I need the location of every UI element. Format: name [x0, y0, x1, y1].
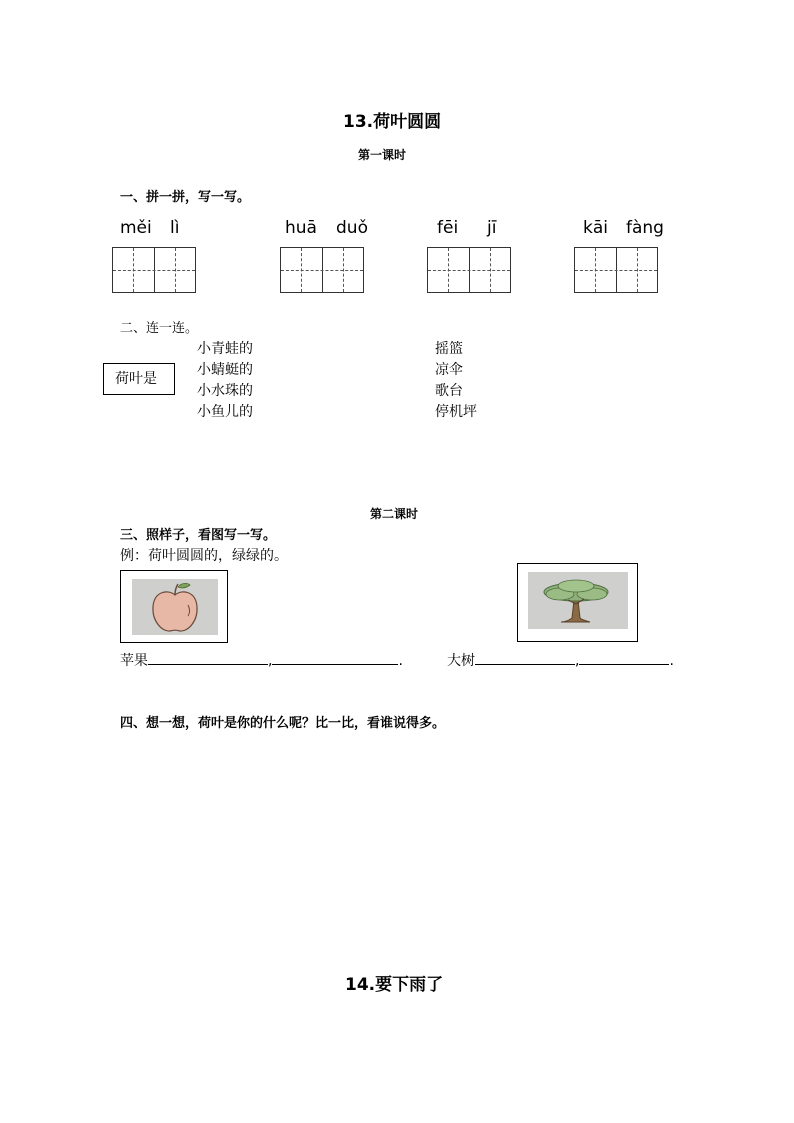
pinyin-4a: kāi	[583, 218, 608, 238]
match-left-3[interactable]: 小水珠的	[197, 383, 253, 399]
apple-blank-2[interactable]	[272, 650, 398, 665]
apple-answer-row	[120, 650, 403, 670]
tree-icon	[528, 572, 628, 629]
match-right-3[interactable]: 歌台	[435, 383, 463, 399]
writing-grid-3[interactable]	[427, 247, 511, 293]
match-right-4[interactable]: 停机坪	[435, 404, 477, 420]
apple-label: 苹果	[120, 653, 148, 669]
tree-picture-frame	[517, 563, 638, 642]
apple-image	[132, 579, 218, 635]
writing-grid-2[interactable]	[280, 247, 364, 293]
question-3-label: 三、照样子，看图写一写。	[120, 528, 277, 543]
match-right-1[interactable]: 摇篮	[435, 341, 463, 357]
tree-blank-2[interactable]	[579, 650, 669, 665]
pinyin-2b: duǒ	[336, 218, 368, 238]
pinyin-2a: huā	[285, 218, 317, 238]
writing-grid-4[interactable]	[574, 247, 658, 293]
question-2-label: 二、连一连。	[120, 321, 199, 336]
tree-image	[528, 572, 628, 629]
lesson-title: 13.荷叶圆圆	[343, 112, 442, 132]
subject-box: 荷叶是	[103, 363, 175, 395]
match-right-2[interactable]: 凉伞	[435, 362, 463, 378]
match-left-4[interactable]: 小鱼儿的	[197, 404, 253, 420]
pinyin-3b: jī	[487, 218, 497, 238]
apple-icon	[132, 579, 218, 635]
tree-blank-1[interactable]	[475, 650, 575, 665]
question-1-label: 一、拼一拼，写一写。	[120, 190, 251, 205]
match-left-1[interactable]: 小青蛙的	[197, 341, 253, 357]
tree-answer-row	[447, 650, 674, 670]
example-sentence: 例：荷叶圆圆的，绿绿的。	[120, 548, 288, 564]
apple-comma: ,	[268, 653, 273, 669]
apple-period: .	[398, 653, 403, 669]
pinyin-3a: fēi	[437, 218, 459, 238]
tree-period: .	[669, 653, 674, 669]
apple-blank-1[interactable]	[148, 650, 268, 665]
pinyin-1a: měi	[120, 218, 152, 238]
pinyin-4b: fàng	[626, 218, 664, 238]
period-two-heading: 第二课时	[370, 507, 419, 521]
pinyin-1b: lì	[170, 218, 180, 238]
next-lesson-title: 14.要下雨了	[345, 975, 444, 995]
period-one-heading: 第一课时	[358, 148, 407, 162]
writing-grid-1[interactable]	[112, 247, 196, 293]
apple-picture-frame	[120, 570, 228, 643]
tree-label: 大树	[447, 653, 475, 669]
question-4-label: 四、想一想，荷叶是你的什么呢？比一比，看谁说得多。	[120, 716, 446, 731]
tree-comma: ,	[575, 653, 580, 669]
match-left-2[interactable]: 小蜻蜓的	[197, 362, 253, 378]
